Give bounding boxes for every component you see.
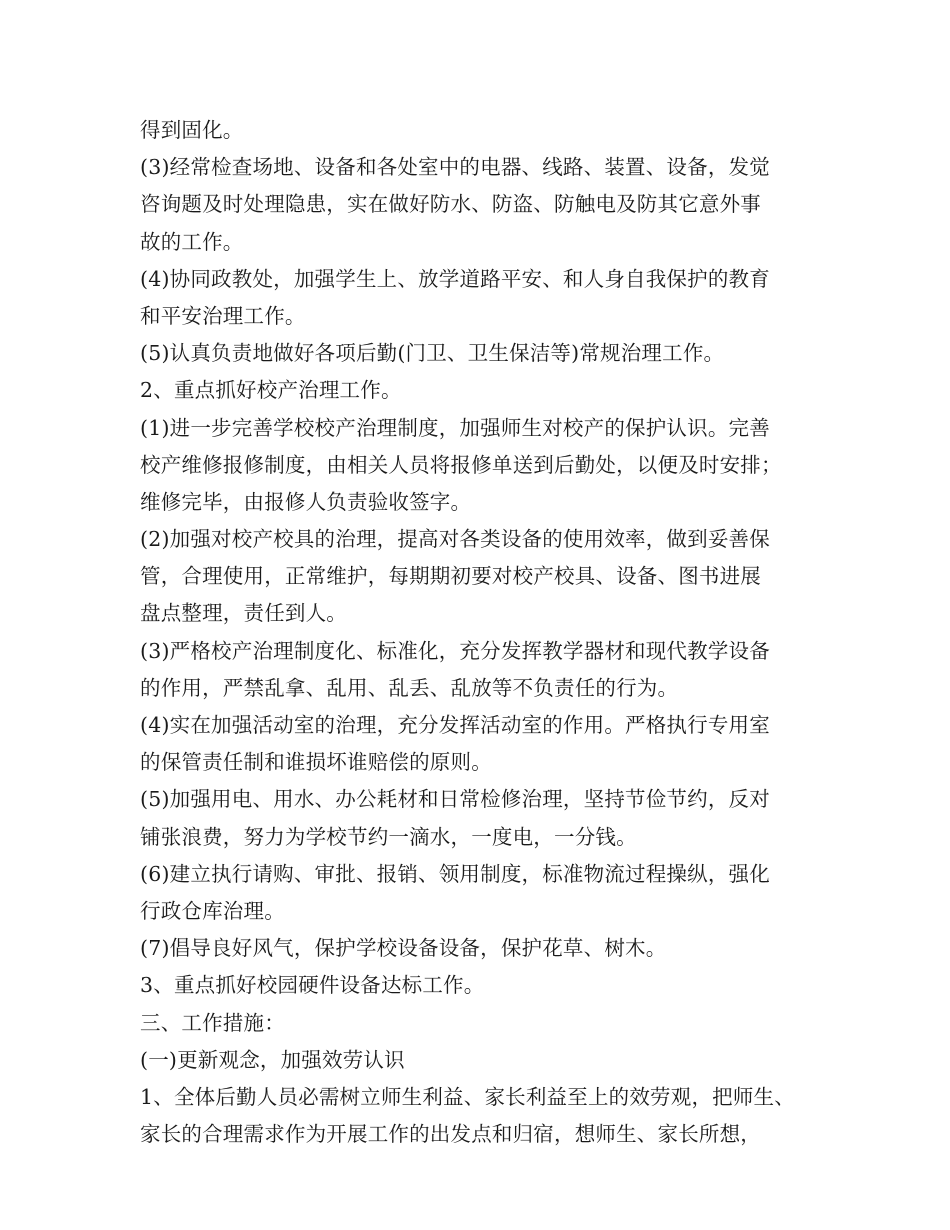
text-line: 盘点整理，责任到人。 (140, 601, 347, 626)
text-line: 的作用，严禁乱拿、乱用、乱丢、乱放等不负责任的行为。 (140, 675, 679, 700)
text-line: (6)建立执行请购、审批、报销、领用制度，标准物流过程操纵，强化 (140, 861, 770, 886)
text-line: (3)经常检查场地、设备和各处室中的电器、线路、装置、设备，发觉 (140, 155, 770, 180)
text-line: 咨询题及时处理隐患，实在做好防水、防盗、防触电及防其它意外事 (140, 192, 761, 217)
text-line: (5)加强用电、用水、办公耗材和日常检修治理，坚持节俭节约，反对 (140, 787, 770, 812)
text-line: 1、全体后勤人员必需树立师生利益、家长利益至上的效劳观，把师生、 (140, 1084, 795, 1109)
text-line: 维修完毕，由报修人负责验收签字。 (140, 489, 472, 514)
text-line: 家长的合理需求作为开展工作的出发点和归宿，想师生、家长所想， (140, 1122, 761, 1147)
text-line: (5)认真负责地做好各项后勤(门卫、卫生保洁等)常规治理工作。 (140, 341, 725, 366)
text-line: 校产维修报修制度，由相关人员将报修单送到后勤处，以便及时安排； (140, 452, 782, 477)
text-line: (3)严格校产治理制度化、标准化，充分发挥教学器材和现代教学设备 (140, 638, 770, 663)
section-heading: 2、重点抓好校产治理工作。 (140, 378, 402, 403)
text-line: (4)协同政教处，加强学生上、放学道路平安、和人身自我保护的教育 (140, 266, 770, 291)
document-body (140, 112, 830, 1153)
section-heading: 3、重点抓好校园硬件设备达标工作。 (140, 973, 485, 998)
text-line: 故的工作。 (140, 229, 244, 254)
text-line: (7)倡导良好风气，保护学校设备设备，保护花草、树木。 (140, 936, 667, 961)
text-line: 和平安治理工作。 (140, 303, 306, 328)
text-line: 得到固化。 (140, 118, 244, 142)
section-heading: 三、工作措施： (140, 1010, 285, 1035)
text-line: (4)实在加强活动室的治理，充分发挥活动室的作用。严格执行专用室 (140, 713, 770, 737)
subsection-heading: (一)更新观念，加强效劳认识 (140, 1047, 405, 1072)
text-line: 行政仓库治理。 (140, 898, 285, 923)
text-line: 的保管责任制和谁损坏谁赔偿的原则。 (140, 750, 492, 775)
text-line: (2)加强对校产校具的治理，提高对各类设备的使用效率，做到妥善保 (140, 527, 770, 552)
text-line: 铺张浪费，努力为学校节约一滴水，一度电，一分钱。 (140, 824, 637, 849)
text-line: 管，合理使用，正常维护，每期期初要对校产校具、设备、图书进展 (140, 564, 761, 589)
text-line: (1)进一步完善学校校产治理制度，加强师生对校产的保护认识。完善 (140, 415, 770, 440)
